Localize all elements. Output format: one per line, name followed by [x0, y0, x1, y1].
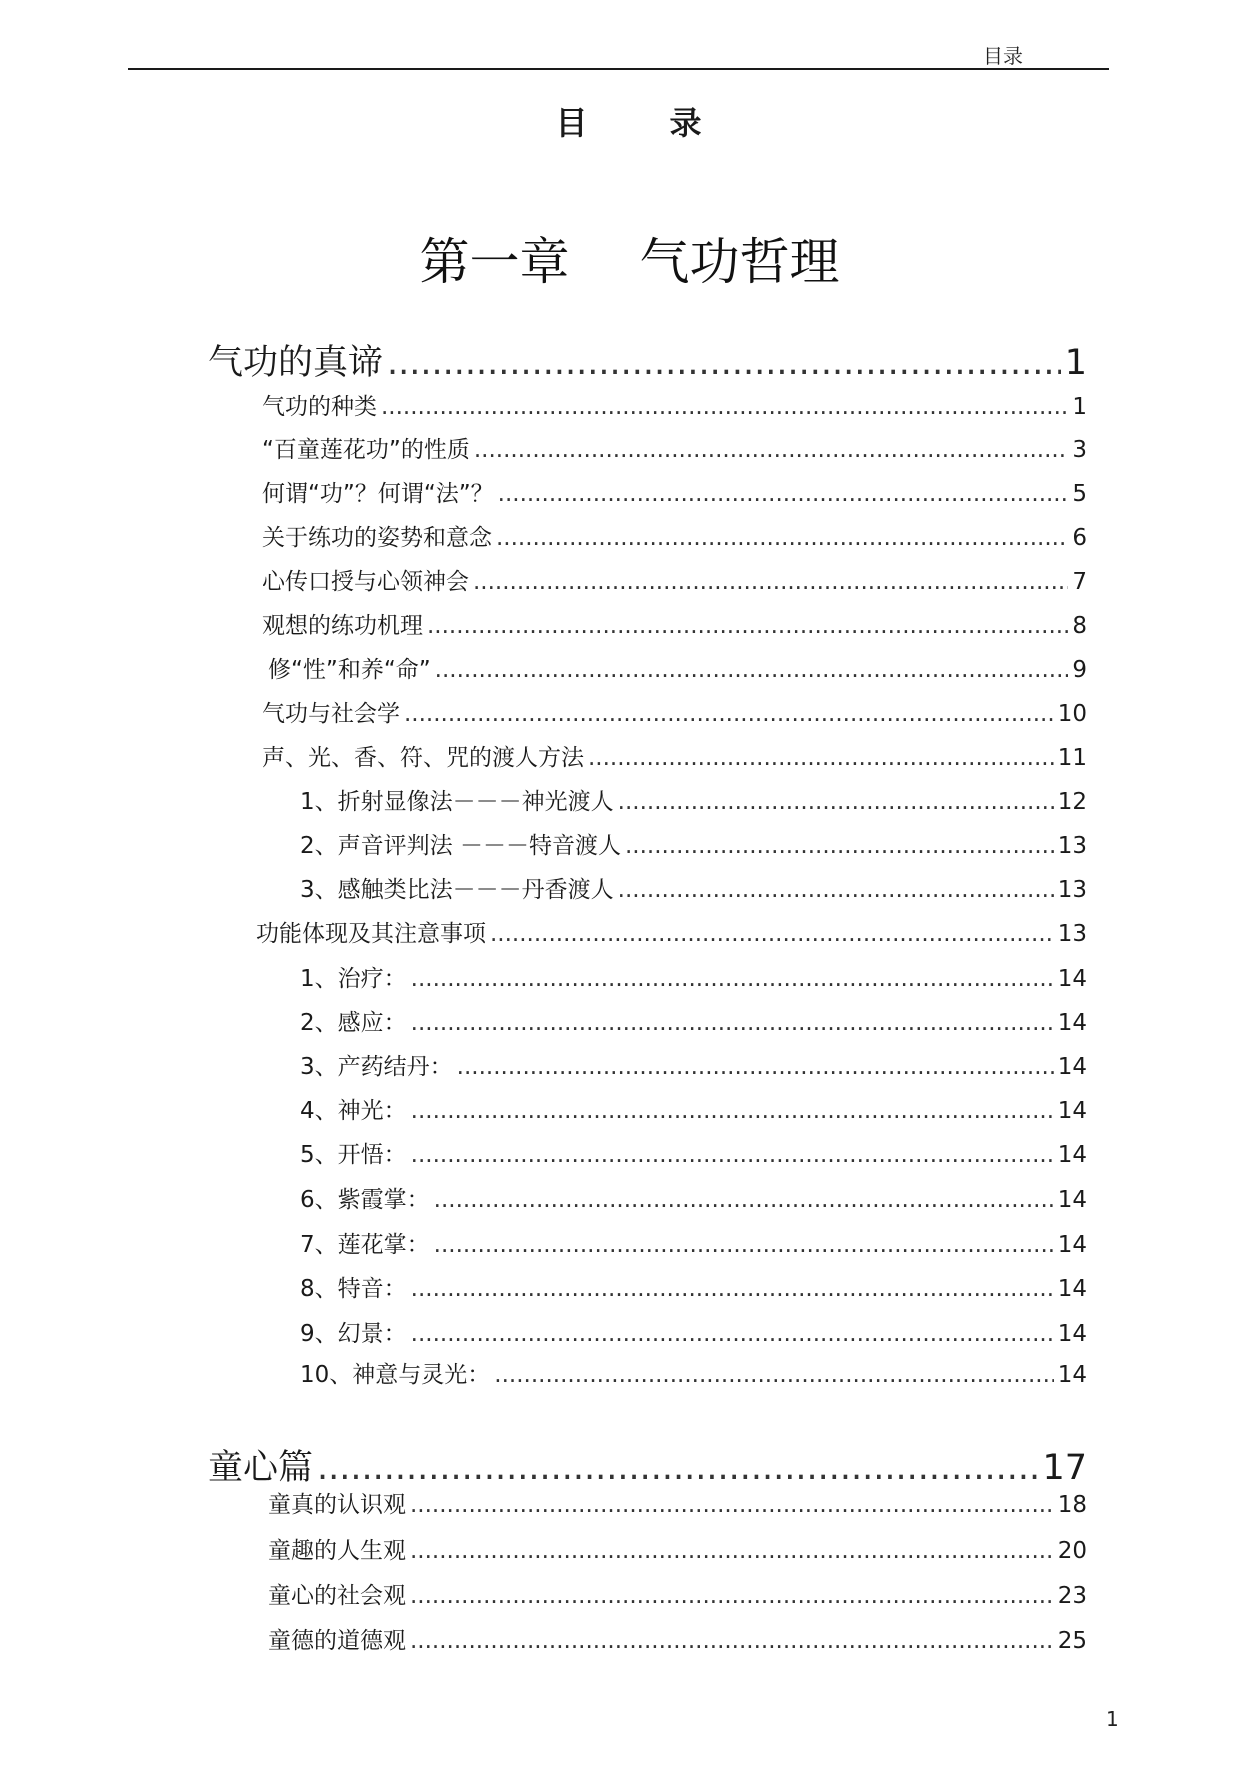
- toc-entry-label: 4、神光：: [300, 1098, 407, 1124]
- toc-entry-label: “百童莲花功”的性质: [262, 437, 470, 463]
- toc-entry[interactable]: [268, 1577, 1087, 1610]
- toc-entry[interactable]: [300, 1181, 1087, 1214]
- toc-entry[interactable]: [256, 915, 1087, 948]
- toc-entry[interactable]: [262, 475, 1087, 508]
- toc-entry-page: 14: [1057, 966, 1087, 992]
- toc-entry-label: 童心的社会观: [268, 1583, 406, 1609]
- dot-leader: [496, 525, 1068, 551]
- toc-entry[interactable]: [262, 431, 1087, 464]
- toc-entry-page: 18: [1057, 1492, 1087, 1518]
- toc-entry[interactable]: [262, 388, 1087, 421]
- dot-leader: [588, 745, 1054, 771]
- toc-entry-page: 1: [1064, 343, 1087, 383]
- dot-leader: [411, 1142, 1054, 1168]
- dot-leader: [473, 569, 1068, 595]
- toc-entry-page: 13: [1057, 833, 1087, 859]
- toc-entry-page: 23: [1057, 1583, 1087, 1609]
- toc-entry[interactable]: [300, 1136, 1087, 1169]
- toc-entry-page: 11: [1057, 745, 1087, 771]
- dot-leader: [411, 1010, 1054, 1036]
- toc-entry-page: 8: [1072, 613, 1087, 639]
- toc-entry-label: 2、声音评判法 －－－特音渡人: [300, 833, 621, 859]
- dot-leader: [410, 1492, 1054, 1518]
- toc-entry[interactable]: [208, 335, 1087, 385]
- toc-entry-page: 20: [1057, 1538, 1087, 1564]
- toc-entry-label: 气功与社会学: [262, 701, 400, 727]
- toc-entry-label: 8、特音：: [300, 1276, 407, 1302]
- toc-entry-page: 7: [1072, 569, 1087, 595]
- toc-entry-label: 6、紫霞掌：: [300, 1187, 430, 1213]
- toc-entry-page: 25: [1057, 1628, 1087, 1654]
- toc-entry[interactable]: [268, 1622, 1087, 1655]
- toc-entry-page: 1: [1072, 394, 1087, 420]
- toc-entry[interactable]: [300, 1270, 1087, 1303]
- toc-entry-label: 3、产药结丹：: [300, 1054, 453, 1080]
- toc-entry-label: 10、神意与灵光：: [300, 1362, 491, 1388]
- toc-title-char: 录: [669, 104, 704, 142]
- toc-entry[interactable]: [262, 519, 1087, 552]
- dot-leader: [410, 1583, 1054, 1609]
- dot-leader: [411, 1098, 1054, 1124]
- toc-entry-label: 观想的练功机理: [262, 613, 423, 639]
- dot-leader: [625, 833, 1054, 859]
- header-rule: [128, 68, 1109, 70]
- toc-entry-page: 14: [1057, 1098, 1087, 1124]
- toc-entry-page: 5: [1072, 481, 1087, 507]
- toc-entry-page: 13: [1057, 921, 1087, 947]
- dot-leader: [317, 1448, 1038, 1488]
- toc-entry[interactable]: [208, 1440, 1087, 1490]
- dot-leader: [618, 877, 1054, 903]
- toc-entry-label: 童心篇: [208, 1448, 314, 1488]
- dot-leader: [404, 701, 1054, 727]
- toc-entry-page: 14: [1057, 1362, 1087, 1388]
- dot-leader: [381, 394, 1068, 420]
- dot-leader: [411, 1276, 1054, 1302]
- toc-entry-page: 14: [1057, 1276, 1087, 1302]
- dot-leader: [410, 1538, 1054, 1564]
- toc-entry-label: 童德的道德观: [268, 1628, 406, 1654]
- toc-entry-page: 14: [1057, 1232, 1087, 1258]
- toc-entry-label: 3、感触类比法－－－丹香渡人: [300, 877, 614, 903]
- dot-leader: [427, 613, 1068, 639]
- toc-entry[interactable]: [268, 651, 1087, 684]
- toc-entry[interactable]: [268, 1486, 1087, 1519]
- dot-leader: [457, 1054, 1054, 1080]
- dot-leader: [498, 481, 1069, 507]
- toc-entry-label: 气功的真谛: [208, 343, 384, 383]
- toc-entry[interactable]: [300, 1315, 1087, 1348]
- toc-entry[interactable]: [268, 1532, 1087, 1565]
- toc-entry-label: 修“性”和养“命”: [268, 657, 431, 683]
- toc-entry-label: 9、幻景：: [300, 1321, 407, 1347]
- dot-leader: [434, 1232, 1054, 1258]
- toc-entry-page: 13: [1057, 877, 1087, 903]
- toc-entry-label: 何谓“功”？何谓“法”？: [262, 481, 494, 507]
- dot-leader: [411, 1321, 1054, 1347]
- dot-leader: [490, 921, 1054, 947]
- toc-entry-page: 17: [1042, 1448, 1087, 1488]
- toc-entry-page: 14: [1057, 1054, 1087, 1080]
- dot-leader: [474, 437, 1069, 463]
- toc-entry-label: 心传口授与心领神会: [262, 569, 469, 595]
- toc-entry-label: 童真的认识观: [268, 1492, 406, 1518]
- toc-entry-page: 14: [1057, 1010, 1087, 1036]
- toc-entry[interactable]: [300, 1226, 1087, 1259]
- toc-entry-page: 3: [1072, 437, 1087, 463]
- toc-entry[interactable]: [300, 1048, 1087, 1081]
- toc-entry[interactable]: [300, 1092, 1087, 1125]
- toc-entry-page: 9: [1072, 657, 1087, 683]
- toc-entry-page: 14: [1057, 1187, 1087, 1213]
- chapter-name: 气功哲理: [639, 233, 840, 291]
- toc-entry-page: 6: [1072, 525, 1087, 551]
- toc-entry[interactable]: [300, 827, 1087, 860]
- running-head: 目录: [983, 44, 1023, 68]
- dot-leader: [618, 789, 1054, 815]
- toc-entry-label: 声、光、香、符、咒的渡人方法: [262, 745, 584, 771]
- toc-entry[interactable]: [262, 739, 1087, 772]
- toc-entry-page: 14: [1057, 1321, 1087, 1347]
- toc-entry-label: 气功的种类: [262, 394, 377, 420]
- dot-leader: [494, 1362, 1053, 1388]
- toc-entry-label: 关于练功的姿势和意念: [262, 525, 492, 551]
- dot-leader: [410, 1628, 1054, 1654]
- toc-entry-label: 功能体现及其注意事项: [256, 921, 486, 947]
- dot-leader: [434, 1187, 1054, 1213]
- toc-entry[interactable]: [262, 563, 1087, 596]
- toc-entry-label: 1、治疗：: [300, 966, 407, 992]
- dot-leader: [387, 343, 1061, 383]
- toc-entry[interactable]: [300, 1004, 1087, 1037]
- toc-entry[interactable]: [300, 960, 1087, 993]
- page-number: 1: [1106, 1707, 1119, 1731]
- toc-entry[interactable]: [300, 783, 1087, 816]
- toc-entry-label: 1、折射显像法－－－神光渡人: [300, 789, 614, 815]
- toc-entry-page: 14: [1057, 1142, 1087, 1168]
- chapter-heading: [0, 222, 1259, 294]
- dot-leader: [411, 966, 1054, 992]
- toc-title-char: 目: [555, 104, 590, 142]
- toc-entry-page: 10: [1057, 701, 1087, 727]
- toc-entry[interactable]: [300, 1356, 1087, 1389]
- toc-entry[interactable]: [262, 607, 1087, 640]
- toc-entry-page: 12: [1057, 789, 1087, 815]
- chapter-number: 第一章: [419, 233, 570, 291]
- toc-entry-label: 5、开悟：: [300, 1142, 407, 1168]
- toc-entry-label: 童趣的人生观: [268, 1538, 406, 1564]
- toc-entry[interactable]: [262, 695, 1087, 728]
- toc-entry-label: 7、莲花掌：: [300, 1232, 430, 1258]
- toc-entry-label: 2、感应：: [300, 1010, 407, 1036]
- toc-title: [0, 98, 1259, 144]
- toc-entry[interactable]: [300, 871, 1087, 904]
- dot-leader: [435, 657, 1069, 683]
